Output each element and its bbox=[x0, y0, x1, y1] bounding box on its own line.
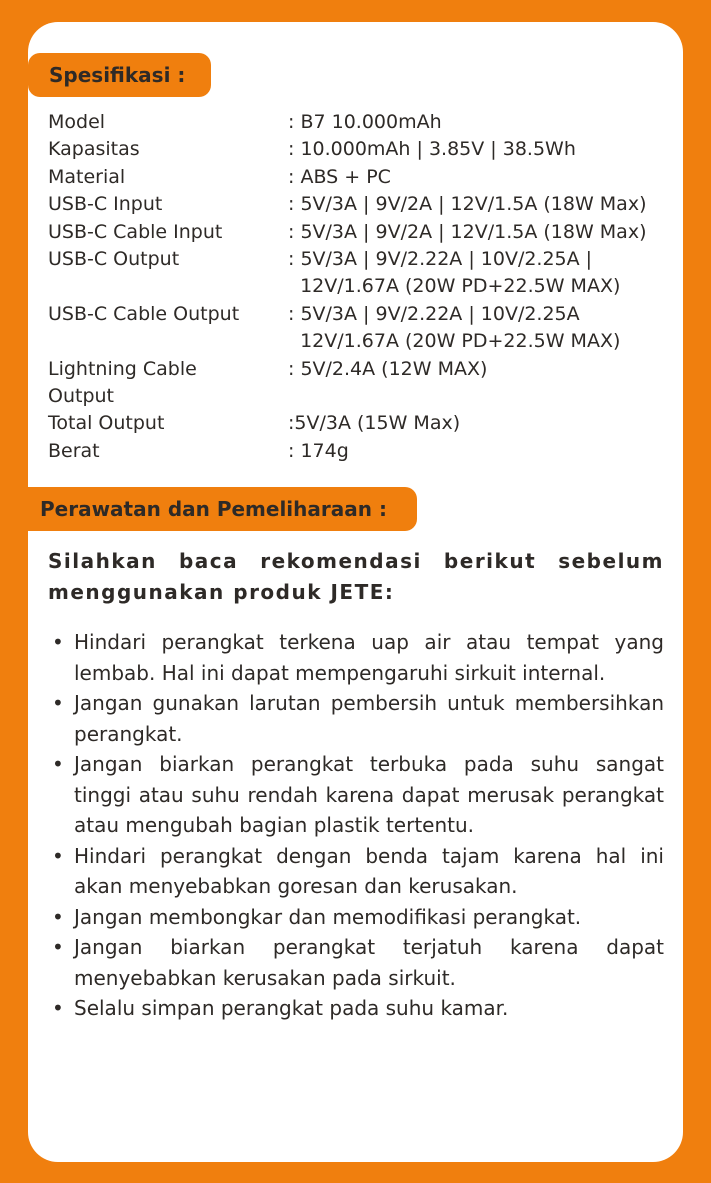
spec-row-usbc-cable-input bbox=[48, 219, 668, 246]
spec-label: USB-C Output bbox=[48, 248, 180, 271]
bullet-icon: • bbox=[52, 843, 64, 868]
spec-value: : 5V/3A | 9V/2A | 12V/1.5A (18W Max) bbox=[288, 193, 647, 216]
care-tips-list bbox=[48, 627, 664, 1024]
spec-row-lightning-output bbox=[48, 356, 668, 411]
bullet-icon: • bbox=[52, 630, 64, 654]
tip-text: Jangan membongkar dan memodifikasi perangkat. bbox=[74, 904, 582, 929]
list-item bbox=[48, 932, 664, 993]
spec-label: Kapasitas bbox=[48, 138, 140, 161]
spec-row-usbc-input bbox=[48, 191, 668, 218]
care-intro: Silahkan baca rekomendasi berikut sebelum menggunakan produk JETE: bbox=[48, 549, 664, 604]
spec-label: USB-C Input bbox=[48, 193, 163, 216]
spec-value: : B7 10.000mAh bbox=[288, 111, 442, 133]
spec-row-total-output bbox=[48, 410, 668, 437]
care-section-title: Perawatan dan Pemeliharaan : bbox=[28, 487, 417, 531]
spec-table bbox=[48, 109, 668, 465]
spec-label: Berat bbox=[48, 439, 100, 462]
tip-text: Hindari perangkat terkena uap air atau tempat yang lembab. Hal ini dapat mempengaruhi sirkuit internal. bbox=[74, 630, 664, 685]
spec-card bbox=[28, 22, 683, 1162]
spec-label: Model bbox=[48, 111, 106, 133]
spec-row-weight bbox=[48, 438, 668, 465]
list-item bbox=[48, 993, 664, 1024]
spec-row-capacity bbox=[48, 136, 668, 163]
spec-value: : 5V/3A | 9V/2.22A | 10V/2.25A | 12V/1.67A (20W PD+22.5W MAX) bbox=[288, 248, 621, 298]
list-item bbox=[48, 627, 664, 688]
tip-text: Jangan gunakan larutan pembersih untuk membersihkan perangkat. bbox=[74, 691, 664, 746]
tip-text: Jangan biarkan perangkat terjatuh karena dapat menyebabkan kerusakan pada sirkuit. bbox=[74, 935, 664, 990]
list-item bbox=[48, 902, 664, 933]
spec-row-model bbox=[48, 109, 668, 136]
list-item bbox=[48, 688, 664, 749]
list-item bbox=[48, 841, 664, 902]
spec-label: USB-C Cable Output bbox=[48, 302, 240, 325]
bullet-icon: • bbox=[52, 904, 64, 929]
spec-label: USB-C Cable Input bbox=[48, 220, 223, 243]
spec-value: : 5V/3A | 9V/2.22A | 10V/2.25A 12V/1.67A (20W PD+22.5W MAX) bbox=[288, 302, 621, 353]
spec-value: : 174g bbox=[288, 439, 349, 462]
spec-value: : 5V/3A | 9V/2A | 12V/1.5A (18W Max) bbox=[288, 220, 647, 243]
tip-text: Jangan biarkan perangkat terbuka pada suhu sangat tinggi atau suhu rendah karena dapat merusak perangkat atau mengubah bagian plastik tertentu. bbox=[74, 752, 664, 837]
bullet-icon: • bbox=[52, 996, 64, 1020]
bullet-icon: • bbox=[52, 752, 64, 776]
bullet-icon: • bbox=[52, 691, 64, 715]
tip-text: Hindari perangkat dengan benda tajam karena hal ini akan menyebabkan goresan dan kerusakan. bbox=[74, 843, 664, 898]
spec-label: Material bbox=[48, 165, 126, 188]
spec-row-usbc-output bbox=[48, 246, 668, 301]
list-item bbox=[48, 749, 664, 841]
bullet-icon: • bbox=[52, 935, 64, 959]
spec-value: : 10.000mAh | 3.85V | 38.5Wh bbox=[288, 138, 576, 161]
spec-section-title: Spesifikasi : bbox=[28, 53, 211, 97]
spec-value: :5V/3A (15W Max) bbox=[288, 412, 461, 435]
spec-row-material bbox=[48, 164, 668, 191]
spec-label: Total Output bbox=[48, 412, 165, 435]
spec-value: : 5V/2.4A (12W MAX) bbox=[288, 357, 488, 380]
spec-row-usbc-cable-output bbox=[48, 301, 668, 356]
tip-text: Selalu simpan perangkat pada suhu kamar. bbox=[74, 996, 509, 1020]
spec-value: : ABS + PC bbox=[288, 165, 391, 188]
spec-label: Lightning Cable Output bbox=[48, 357, 197, 408]
